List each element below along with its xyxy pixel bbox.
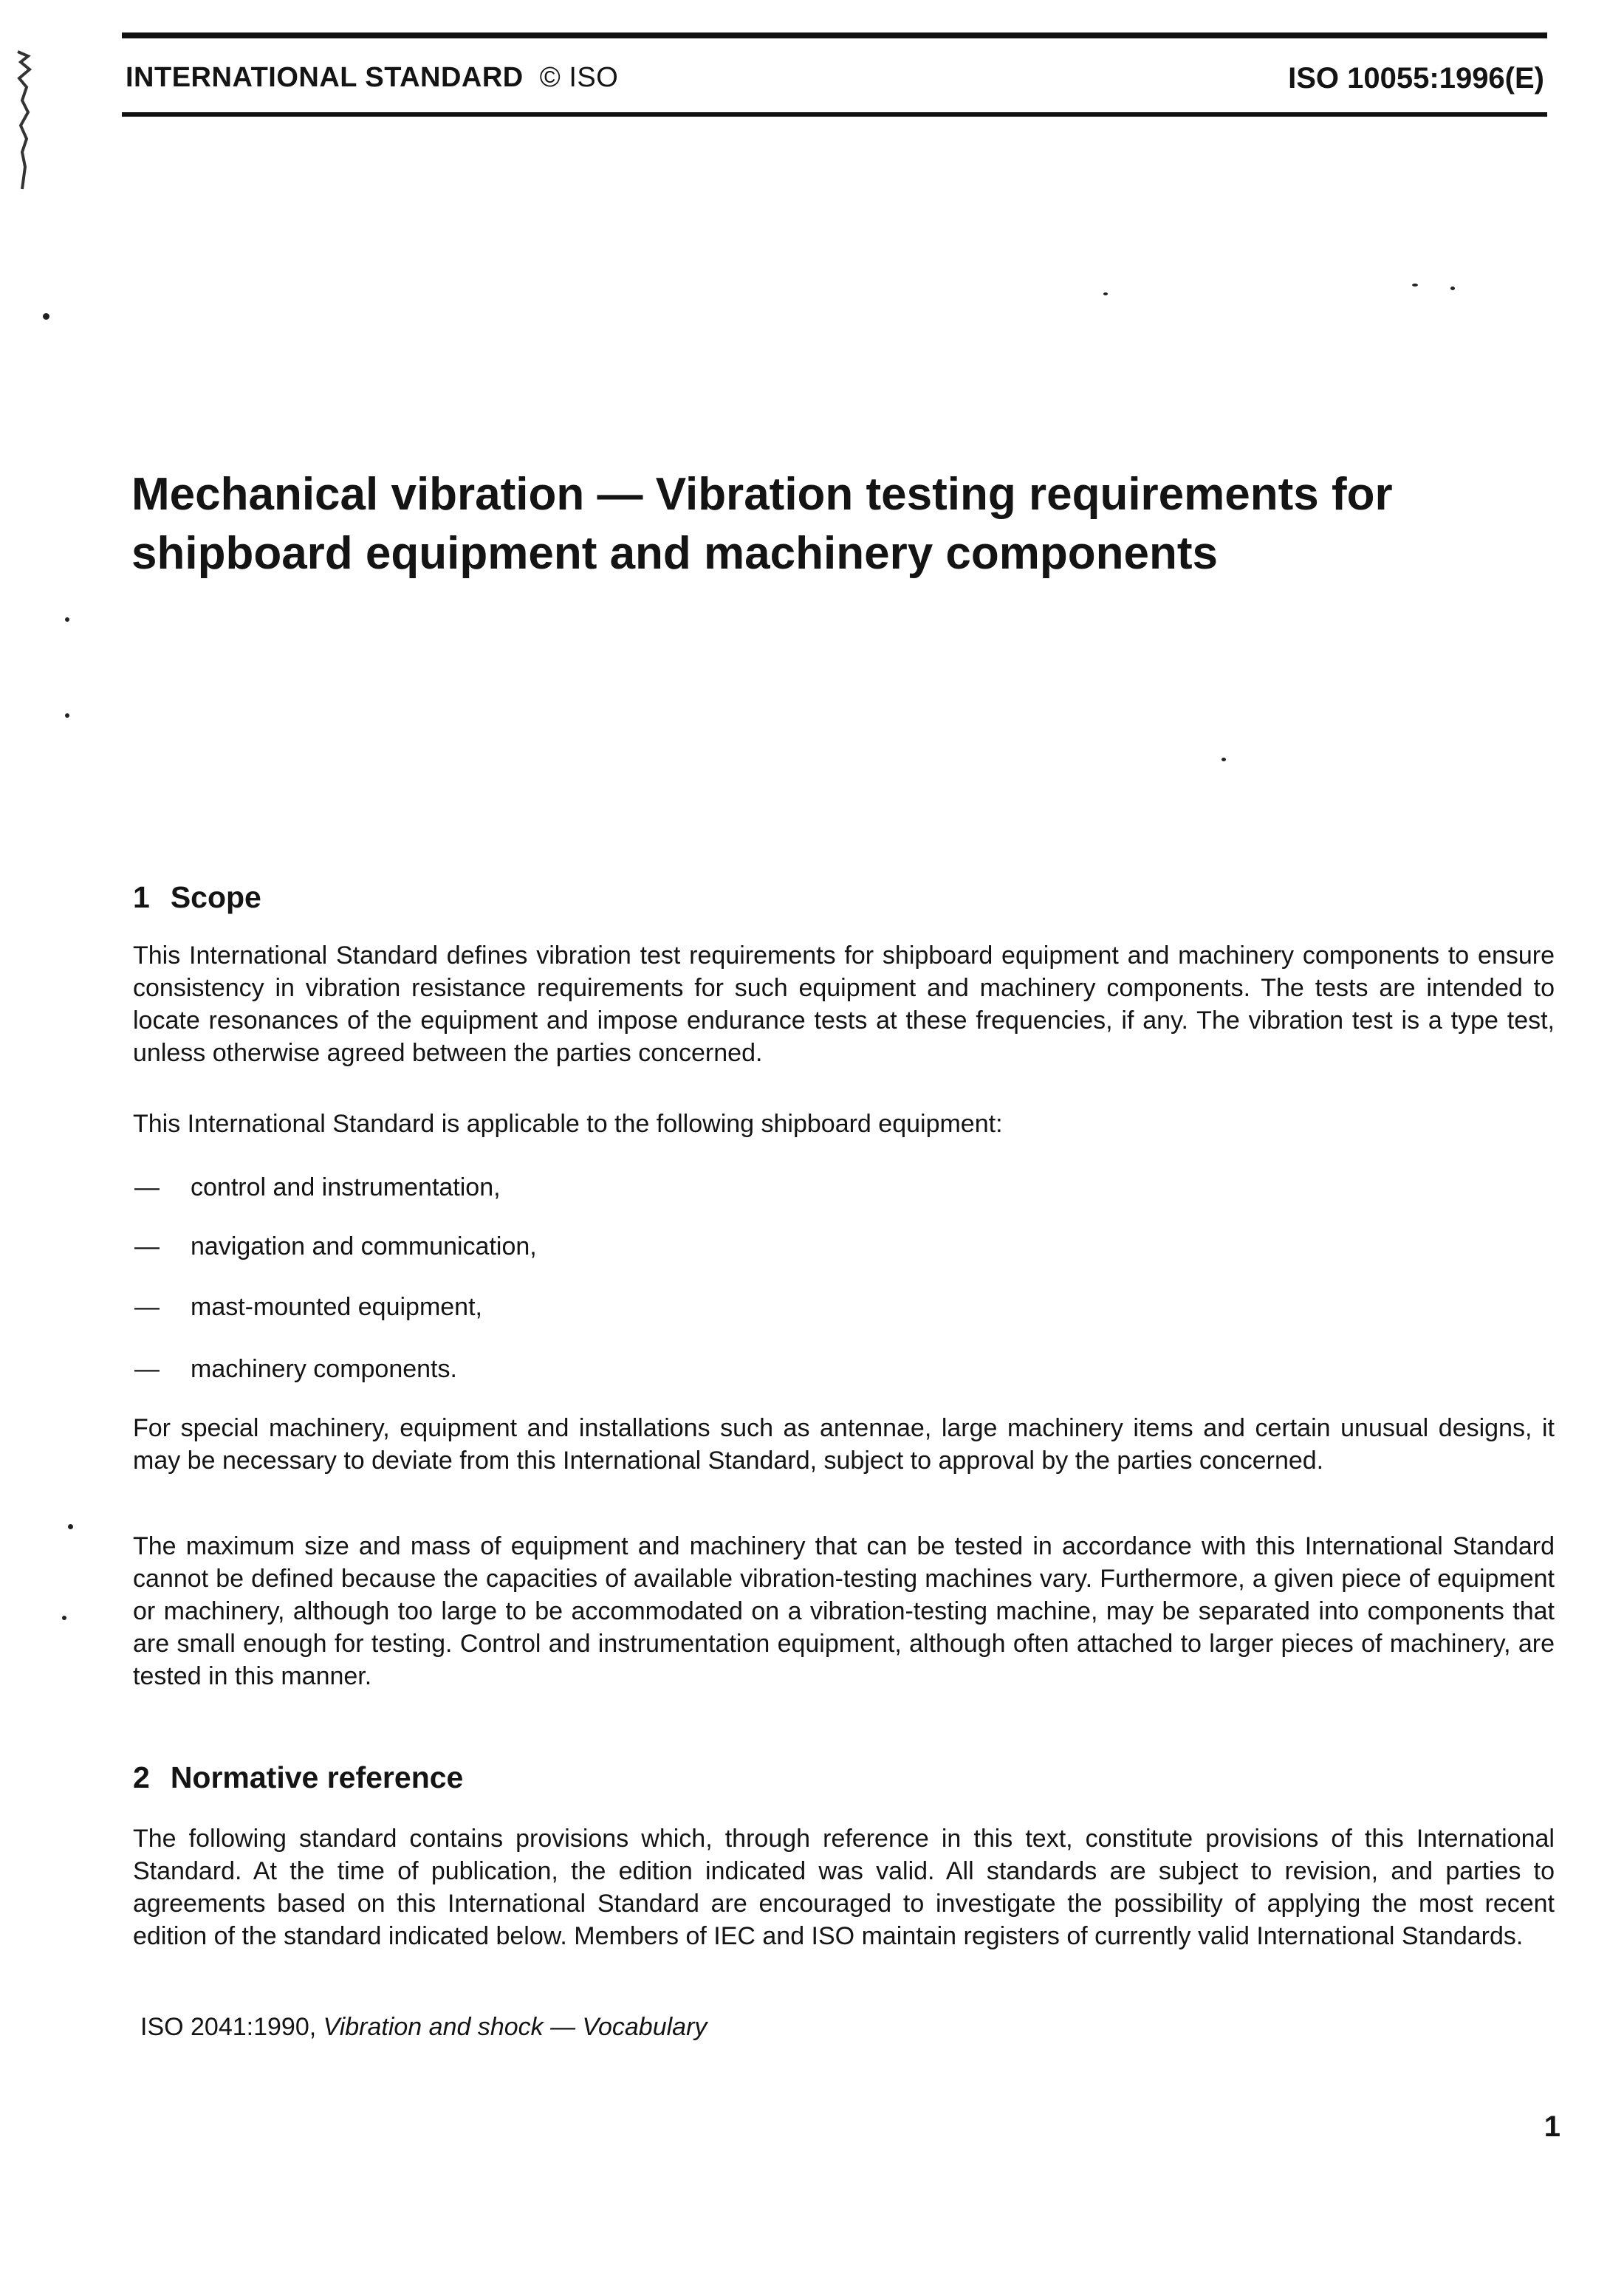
- section-number: 1: [133, 880, 150, 914]
- scan-speck: [68, 1524, 73, 1529]
- reference-code: ISO 2041:1990,: [140, 2013, 317, 2041]
- list-item: [134, 1171, 501, 1204]
- scope-paragraph: This International Standard defines vibration test requirements for shipboard equipment and machinery components to ensure consistency in vibration resistance requirements for such equipment and machinery components. The tests are intended to locate resonances of the equipment and impose endurance tests at these frequencies, if any. The vibration test is a type test, unless otherwise agreed between the parties concerned.: [133, 941, 1555, 1067]
- list-item: [134, 1353, 457, 1385]
- list-item: [134, 1291, 482, 1323]
- scan-speck: [1103, 292, 1108, 295]
- header-rule-top: [122, 32, 1547, 38]
- reference-title: Vibration and shock — Vocabulary: [323, 2013, 707, 2041]
- header-standard-type: INTERNATIONAL STANDARD: [126, 62, 524, 93]
- list-item-text: machinery components.: [191, 1355, 457, 1383]
- header-standard-label: [126, 62, 618, 94]
- reference-entry: [140, 2013, 707, 2042]
- section-heading-normative-reference: [133, 1760, 463, 1795]
- scan-speck: [65, 617, 69, 622]
- list-item-text: mast-mounted equipment,: [191, 1293, 482, 1321]
- header-rule-bottom: [122, 112, 1547, 117]
- scan-speck: [1222, 758, 1226, 761]
- scan-margin-mark: [15, 49, 32, 204]
- section-title: Normative reference: [170, 1760, 464, 1794]
- scope-applicability: This International Standard is applicable to the following shipboard equipment:: [133, 1110, 1003, 1138]
- list-item: [134, 1230, 537, 1263]
- page-number: 1: [1544, 2110, 1560, 2143]
- scan-speck: [43, 313, 49, 320]
- scan-speck: [1412, 284, 1418, 287]
- scan-speck: [1450, 287, 1455, 290]
- scope-size-paragraph: The maximum size and mass of equipment and machinery that can be tested in accordance with this International Standard cannot be defined because the capacities of available vibration-testing machines vary. Furthermore, a given piece of equipment or machinery, although too large to be accommodated on a vibration-testing machine, may be separated into components that are small enough for testing. Control and instrumentation equipment, although often attached to larger pieces of machinery, are tested in this manner.: [133, 1532, 1555, 1690]
- section-title: Scope: [170, 880, 261, 914]
- list-dash: —: [134, 1293, 160, 1321]
- list-dash: —: [134, 1355, 160, 1383]
- header-document-number: ISO 10055:1996(E): [1288, 62, 1544, 95]
- normative-reference-paragraph: The following standard contains provisions which, through reference in this text, constitute provisions of this International Standard. At the time of publication, the edition indicated was valid. All standards are subject to revision, and parties to agreements based on this International Standard are encouraged to investigate the possibility of applying the most recent edition of the standard indicated below. Members of IEC and ISO maintain registers of currently valid International Standards.: [133, 1825, 1555, 1950]
- list-dash: —: [134, 1173, 160, 1201]
- document-title: Mechanical vibration — Vibration testing requirements for shipboard equipment and machinery components: [131, 469, 1393, 579]
- section-number: 2: [133, 1760, 150, 1794]
- list-item-text: navigation and communication,: [191, 1232, 537, 1260]
- list-dash: —: [134, 1232, 160, 1260]
- scan-speck: [65, 713, 69, 718]
- scope-deviation-paragraph: For special machinery, equipment and installations such as antennae, large machinery items and certain unusual designs, it may be necessary to deviate from this International Standard, subject to approval by the parties concerned.: [133, 1414, 1555, 1475]
- list-item-text: control and instrumentation,: [191, 1173, 501, 1201]
- header-copyright: © ISO: [539, 62, 619, 93]
- section-heading-scope: [133, 880, 261, 915]
- scan-speck: [62, 1616, 66, 1620]
